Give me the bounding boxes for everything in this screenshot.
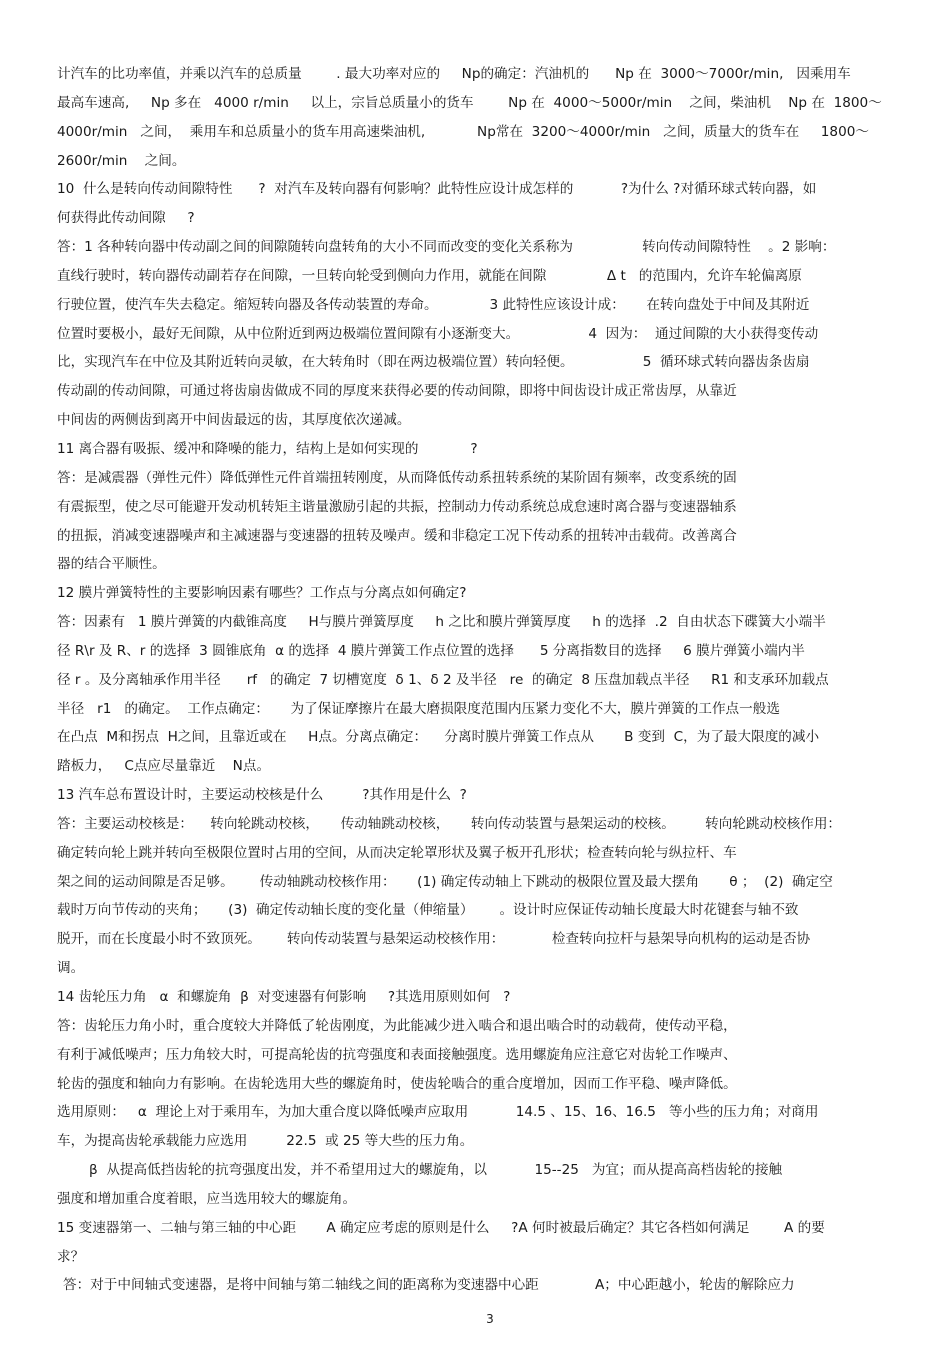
text-line: 选用原则： α 理论上对于乘用车，为加大重合度以降低噪声应取用 14.5 、15、16、16.5 等小些的压力角；对商用 [57,1104,819,1121]
text-line: 2600r/min 之间。 [57,152,186,169]
text-line: 计汽车的比功率值，并乘以汽车的总质量 . 最大功率对应的 Np的确定：汽油机的 Np 在 3000～7000r/min, 因乘用车 [57,66,851,82]
text-line: 直线行驶时，转向器传动副若存在间隙，一旦转向轮受到侧向力作用，就能在间隙 Δ t 的范围内，允许车轮偏离原 [57,267,802,284]
text-line: 何获得此传动间隙 ? [57,210,195,227]
text-line: 位置时要极小，最好无间隙，从中位附近到两边极端位置间隙有小逐渐变大。 4 因为： 通过间隙的大小获得变传动 [57,325,819,342]
question-heading-14: 14 齿轮压力角 α 和螺旋角 β 对变速器有何影响 ?其选用原则如何 ? [57,989,511,1005]
question-heading-13: 13 汽车总布置设计时，主要运动校核是什么 ?其作用是什么 ? [57,787,467,804]
text-line: 在凸点 M和拐点 H之间，且靠近或在 H点。分离点确定： 分离时膜片弹簧工作点从 B 变到 C，为了最大限度的减小 [57,729,820,746]
text-line: 有利于减低噪声；压力角较大时，可提高轮齿的抗弯强度和表面接触强度。选用螺旋角应注意它对齿轮工作噪声、 [57,1046,737,1063]
page-number: 3 [486,1312,494,1326]
answer-line: 答：因素有 1 膜片弹簧的内截锥高度 H与膜片弹簧厚度 h 之比和膜片弹簧厚度 h 的选择 .2 自由状态下碟簧大小端半 [57,614,826,631]
answer-line: 答：对于中间轴式变速器，是将中间轴与第二轴线之间的距离称为变速器中心距 A；中心距越小，轮齿的解除应力 [63,1277,795,1294]
text-line: 比，实现汽车在中位及其附近转向灵敏，在大转角时（即在两边极端位置）转向轻便。 5 循环球式转向器齿条齿扇 [57,354,810,371]
text-line: 传动副的传动间隙，可通过将齿扇齿做成不同的厚度来获得必要的传动间隙，即将中间齿设计成正常齿厚，从靠近 [57,383,737,400]
text-line: 器的结合平顺性。 [57,556,166,573]
text-line: 踏板力， C点应尽量靠近 N点。 [57,758,271,775]
text-line: 最高车速高, Np 多在 4000 r/min 以上，宗旨总质量小的货车 Np 在 4000～5000r/min 之间，柴油机 Np 在 1800～ [57,94,882,111]
answer-line: 答：是减震器（弹性元件）降低弹性元件首端扭转刚度，从而降低传动系扭转系统的某阶固有频率，改变系统的固 [57,469,737,486]
text-line: 轮齿的强度和轴向力有影响。在齿轮选用大些的螺旋角时，使齿轮啮合的重合度增加，因而工作平稳、噪声降低。 [57,1075,737,1092]
answer-line: 答：齿轮压力角小时，重合度较大并降低了轮齿刚度，为此能减少进入啮合和退出啮合时的动载荷，使传动平稳， [57,1017,737,1034]
text-line: 的扭振，消减变速器噪声和主减速器与变速器的扭转及噪声。缓和非稳定工况下传动系的扭转冲击载荷。改善离合 [57,527,737,544]
text-line: 架之间的运动间隙是否足够。 传动轴跳动校核作用： (1) 确定传动轴上下跳动的极限位置及最大摆角 θ ； (2) 确定空 [57,873,833,890]
text-line: 强度和增加重合度着眼，应当选用较大的螺旋角。 [57,1190,357,1207]
text-line: 求？ [57,1248,85,1265]
text-line: 中间齿的两侧齿到离开中间齿最远的齿，其厚度依次递减。 [57,412,411,429]
text-line: 4000r/min 之间， 乘用车和总质量小的货车用高速柴油机, Np常在 3200～4000r/min 之间，质量大的货车在 1800～ [57,123,869,140]
text-line: 确定转向轮上跳并转向至极限位置时占用的空间，从而决定轮罩形状及翼子板开孔形状；检查转向轮与纵拉杆、车 [57,844,737,861]
question-heading-12: 12 膜片弹簧特性的主要影响因素有哪些？工作点与分离点如何确定? [57,585,467,602]
text-line: 径 R\r 及 R、r 的选择 3 圆锥底角 α 的选择 4 膜片弹簧工作点位置的选择 5 分离指数目的选择 6 膜片弹簧小端内半 [57,642,805,659]
text-line: 半径 r1 的确定。 工作点确定： 为了保证摩擦片在最大磨损限度范围内压紧力变化不大，膜片弹簧的工作点一般选 [57,700,780,717]
document-body [57,60,897,1300]
text-line: 载时万向节传动的夹角； (3) 确定传动轴长度的变化量（伸缩量） 。设计时应保证传动轴长度最大时花键套与轴不致 [57,902,799,919]
question-heading-10: 10 什么是转向传动间隙特性 ? 对汽车及转向器有何影响？此特性应设计成怎样的 ?为什么 ?对循环球式转向器，如 [57,181,817,198]
answer-line: 答：主要运动校核是： 转向轮跳动校核， 传动轴跳动校核， 转向传动装置与悬架运动的校核。 转向轮跳动校核作用： [57,815,842,832]
question-heading-11: 11 离合器有吸振、缓冲和降噪的能力，结构上是如何实现的 ? [57,440,478,457]
text-line: 调。 [57,960,85,977]
text-line: 行驶位置，使汽车失去稳定。缩短转向器及各传动装置的寿命。 3 此特性应该设计成： 在转向盘处于中间及其附近 [57,296,810,313]
text-line: 车，为提高齿轮承载能力应选用 22.5 或 25 等大些的压力角。 [57,1133,474,1150]
answer-line: 答：1 各种转向器中传动副之间的间隙随转向盘转角的大小不同而改变的变化关系称为 转向传动间隙特性 。2 影响： [57,239,836,256]
question-heading-15: 15 变速器第一、二轴与第三轴的中心距 A 确定应考虑的原则是什么 ?A 何时被最后确定？其它各档如何满足 A 的要 [57,1219,825,1236]
text-line: β 从提高低挡齿轮的抗弯强度出发，并不希望用过大的螺旋角，以 15--25 为宜；而从提高高档齿轮的接触 [89,1162,783,1179]
text-line: 径 r 。及分离轴承作用半径 rf 的确定 7 切槽宽度 δ 1、δ 2 及半径 re 的确定 8 压盘加载点半径 R1 和支承环加载点 [57,671,829,688]
text-line: 脱开，而在长度最小时不致顶死。 转向传动装置与悬架运动校核作用： 检查转向拉杆与悬架导向机构的运动是否协 [57,931,811,948]
text-line: 有震振型，使之尽可能避开发动机转矩主谐量激励引起的共振，控制动力传动系统总成怠速时离合器与变速器轴系 [57,498,737,515]
